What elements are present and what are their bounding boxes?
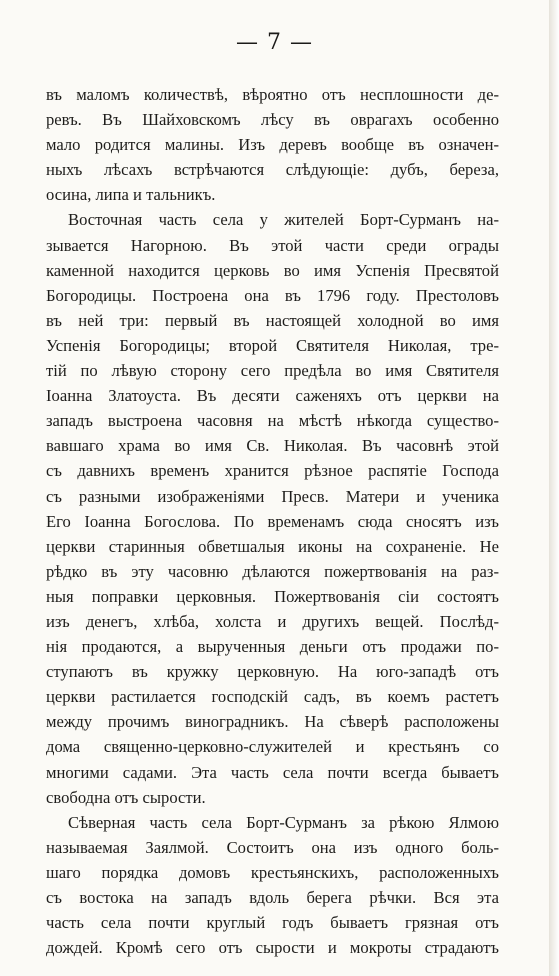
text-line: часть села почти круглый годъ бываетъ грязная отъ: [46, 913, 499, 933]
text-line: Богородицы. Построена она въ 1796 году. Престоловъ: [46, 285, 499, 305]
text-line: каменной находится церковь во имя Успенія Пресвятой: [46, 260, 499, 280]
text-line: Успенія Богородицы; второй Святителя Николая, тре-: [46, 335, 499, 355]
text-line: нія продаются, а вырученныя деньги отъ продажи по-: [46, 637, 499, 657]
text-line: между прочимъ виноградникъ. На сѣверѣ расположены: [46, 712, 499, 732]
body-text: [46, 82, 499, 960]
text-line: вавшаго храма во имя Св. Николая. Въ часовнѣ этой: [46, 436, 499, 456]
text-line: тій по лѣвую сторону сего предѣла во имя Святителя: [46, 361, 499, 381]
text-line: дома священно-церковно-служителей и крестьянъ со: [46, 737, 499, 757]
text-line: мало родится малины. Изъ деревъ вообще въ означен-: [46, 135, 499, 155]
text-line: ныхъ лѣсахъ встрѣчаются слѣдующіе: дубъ, береза,: [46, 160, 499, 180]
text-line: съ давнихъ временъ хранится рѣзное распятіе Господа: [46, 461, 499, 481]
text-line: западъ выстроена часовня на мѣстѣ нѣкогда существо-: [46, 411, 499, 431]
text-line: дождей. Кромѣ сего отъ сырости и мокроты страдаютъ: [46, 938, 499, 958]
text-line: зывается Нагорною. Въ этой части среди ограды: [46, 235, 499, 255]
text-line: осина, липа и тальникъ.: [46, 185, 216, 205]
text-line: съ разными изображеніями Пресв. Матери и ученика: [46, 486, 499, 506]
paragraph-start-line: Восточная часть села у жителей Борт-Сурманъ на-: [68, 210, 499, 230]
page-edge-shadow: [549, 0, 559, 976]
paragraph-start-line: Сѣверная часть села Борт-Сурманъ за рѣкою Ялмою: [68, 812, 499, 832]
page-number: — 7 —: [236, 30, 313, 55]
text-line: въ маломъ количествѣ, вѣроятно отъ несплошности де-: [46, 85, 499, 104]
text-line: рѣдко въ эту часовню дѣлаются пожертвованія на раз-: [46, 561, 499, 581]
text-line: ныя поправки церковныя. Пожертвованія сіи состоятъ: [46, 586, 499, 606]
text-line: свободна отъ сырости.: [46, 787, 206, 807]
text-line: ревъ. Въ Шайховскомъ лѣсу въ оврагахъ особенно: [46, 110, 499, 130]
text-line: Іоанна Златоуста. Въ десяти саженяхъ отъ церкви на: [46, 386, 499, 406]
text-line: церкви растилается господскій садъ, въ коемъ растетъ: [46, 687, 499, 707]
text-line: церкви старинныя обветшалыя иконы на сохраненіе. Не: [46, 536, 499, 556]
text-line: шаго порядка домовъ крестьянскихъ, расположенныхъ: [46, 862, 499, 882]
text-line: ступаютъ въ кружку церковную. На юго-западѣ отъ: [46, 662, 499, 682]
text-line: въ ней три: первый въ настоящей холодной во имя: [46, 310, 499, 330]
text-line: съ востока на западъ вдоль берега рѣчки. Вся эта: [46, 888, 499, 907]
text-line: изъ денегъ, хлѣба, холста и другихъ вещей. Послѣд-: [46, 611, 499, 631]
text-line: называемая Заялмой. Состоитъ она изъ одного боль-: [46, 837, 499, 857]
text-line: Его Іоанна Богослова. По временамъ сюда сносятъ изъ: [46, 511, 499, 531]
text-line: многими садами. Эта часть села почти всегда бываетъ: [46, 762, 499, 782]
